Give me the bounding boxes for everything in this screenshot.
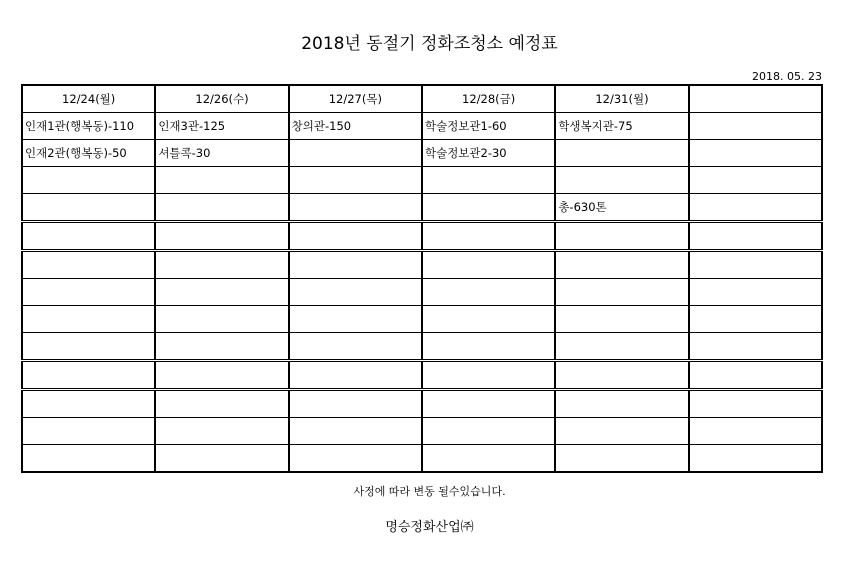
table-cell bbox=[289, 279, 422, 306]
table-cell bbox=[555, 445, 688, 473]
header-row bbox=[22, 85, 822, 113]
table-row bbox=[22, 390, 822, 418]
table-cell: 인재3관-125 bbox=[155, 113, 288, 140]
table-cell bbox=[422, 390, 555, 418]
table-cell bbox=[689, 361, 822, 390]
table-cell bbox=[289, 390, 422, 418]
table-cell bbox=[289, 194, 422, 222]
table-row bbox=[22, 445, 822, 473]
table-cell bbox=[555, 167, 688, 194]
company-name: 명승정화산업㈜ bbox=[385, 520, 474, 535]
table-row bbox=[22, 333, 822, 361]
table-cell bbox=[22, 306, 155, 333]
table-cell bbox=[555, 390, 688, 418]
table-cell bbox=[289, 333, 422, 361]
table-cell: 인재2관(행복동)-50 bbox=[22, 140, 155, 167]
table-cell bbox=[422, 194, 555, 222]
table-cell: 학술정보관2-30 bbox=[422, 140, 555, 167]
table-cell bbox=[22, 194, 155, 222]
document-title: 2018년 동절기 정화조청소 예정표 bbox=[301, 34, 558, 54]
table-cell bbox=[155, 361, 288, 390]
table-cell bbox=[22, 361, 155, 390]
table-cell bbox=[689, 390, 822, 418]
table-row bbox=[22, 113, 822, 140]
table-cell: 학술정보관1-60 bbox=[422, 113, 555, 140]
table-cell bbox=[689, 251, 822, 279]
table-cell bbox=[289, 361, 422, 390]
column-header: 12/31(월) bbox=[555, 85, 688, 113]
table-cell bbox=[155, 418, 288, 445]
document-date: 2018. 05. 23 bbox=[752, 70, 822, 83]
table-cell bbox=[555, 222, 688, 251]
table-cell bbox=[22, 279, 155, 306]
table-cell bbox=[422, 445, 555, 473]
column-header: 12/24(월) bbox=[22, 85, 155, 113]
table-cell bbox=[689, 113, 822, 140]
table-cell bbox=[422, 418, 555, 445]
table-cell bbox=[689, 418, 822, 445]
table-cell bbox=[422, 279, 555, 306]
table-cell bbox=[22, 445, 155, 473]
table-cell bbox=[689, 306, 822, 333]
table-cell bbox=[422, 306, 555, 333]
table-cell bbox=[155, 279, 288, 306]
column-header: 12/27(목) bbox=[289, 85, 422, 113]
table-cell bbox=[422, 333, 555, 361]
table-cell bbox=[555, 333, 688, 361]
table-cell: 창의관-150 bbox=[289, 113, 422, 140]
table-cell bbox=[422, 167, 555, 194]
table-cell bbox=[155, 167, 288, 194]
table-cell: 학생복지관-75 bbox=[555, 113, 688, 140]
column-header: 12/28(금) bbox=[422, 85, 555, 113]
table-cell bbox=[689, 279, 822, 306]
table-cell bbox=[22, 390, 155, 418]
table-cell bbox=[555, 251, 688, 279]
table-cell bbox=[22, 167, 155, 194]
table-cell bbox=[555, 418, 688, 445]
column-header: 12/26(수) bbox=[155, 85, 288, 113]
table-cell bbox=[422, 222, 555, 251]
table-cell bbox=[689, 445, 822, 473]
table-row bbox=[22, 194, 822, 222]
table-cell bbox=[689, 333, 822, 361]
table-cell bbox=[155, 390, 288, 418]
table-cell bbox=[289, 418, 422, 445]
schedule-table bbox=[21, 84, 823, 473]
table-cell bbox=[422, 361, 555, 390]
table-cell bbox=[155, 333, 288, 361]
table-row bbox=[22, 167, 822, 194]
table-cell bbox=[422, 251, 555, 279]
table-cell bbox=[289, 222, 422, 251]
table-cell bbox=[155, 222, 288, 251]
table-cell bbox=[22, 333, 155, 361]
table-cell bbox=[555, 279, 688, 306]
table-cell bbox=[289, 140, 422, 167]
table-row bbox=[22, 279, 822, 306]
table-cell bbox=[555, 361, 688, 390]
table-cell bbox=[289, 445, 422, 473]
table-cell bbox=[555, 306, 688, 333]
table-cell bbox=[155, 251, 288, 279]
column-header bbox=[689, 85, 822, 113]
table-cell bbox=[155, 306, 288, 333]
table-cell bbox=[22, 418, 155, 445]
table-row bbox=[22, 418, 822, 445]
table-cell bbox=[155, 194, 288, 222]
table-row bbox=[22, 306, 822, 333]
table-cell bbox=[689, 194, 822, 222]
table-cell bbox=[689, 140, 822, 167]
table-row bbox=[22, 140, 822, 167]
table-cell: 총-630톤 bbox=[555, 194, 688, 222]
table-cell bbox=[289, 306, 422, 333]
table-row bbox=[22, 361, 822, 390]
table-cell bbox=[689, 222, 822, 251]
table-row bbox=[22, 222, 822, 251]
table-row bbox=[22, 251, 822, 279]
table-cell bbox=[289, 251, 422, 279]
table-cell bbox=[289, 167, 422, 194]
table-cell bbox=[155, 445, 288, 473]
change-notice: 사정에 따라 변동 될수있습니다. bbox=[353, 485, 506, 498]
table-cell bbox=[555, 140, 688, 167]
table-cell: 셔틀콕-30 bbox=[155, 140, 288, 167]
table-cell: 인재1관(행복동)-110 bbox=[22, 113, 155, 140]
table-cell bbox=[689, 167, 822, 194]
table-cell bbox=[22, 251, 155, 279]
table-cell bbox=[22, 222, 155, 251]
